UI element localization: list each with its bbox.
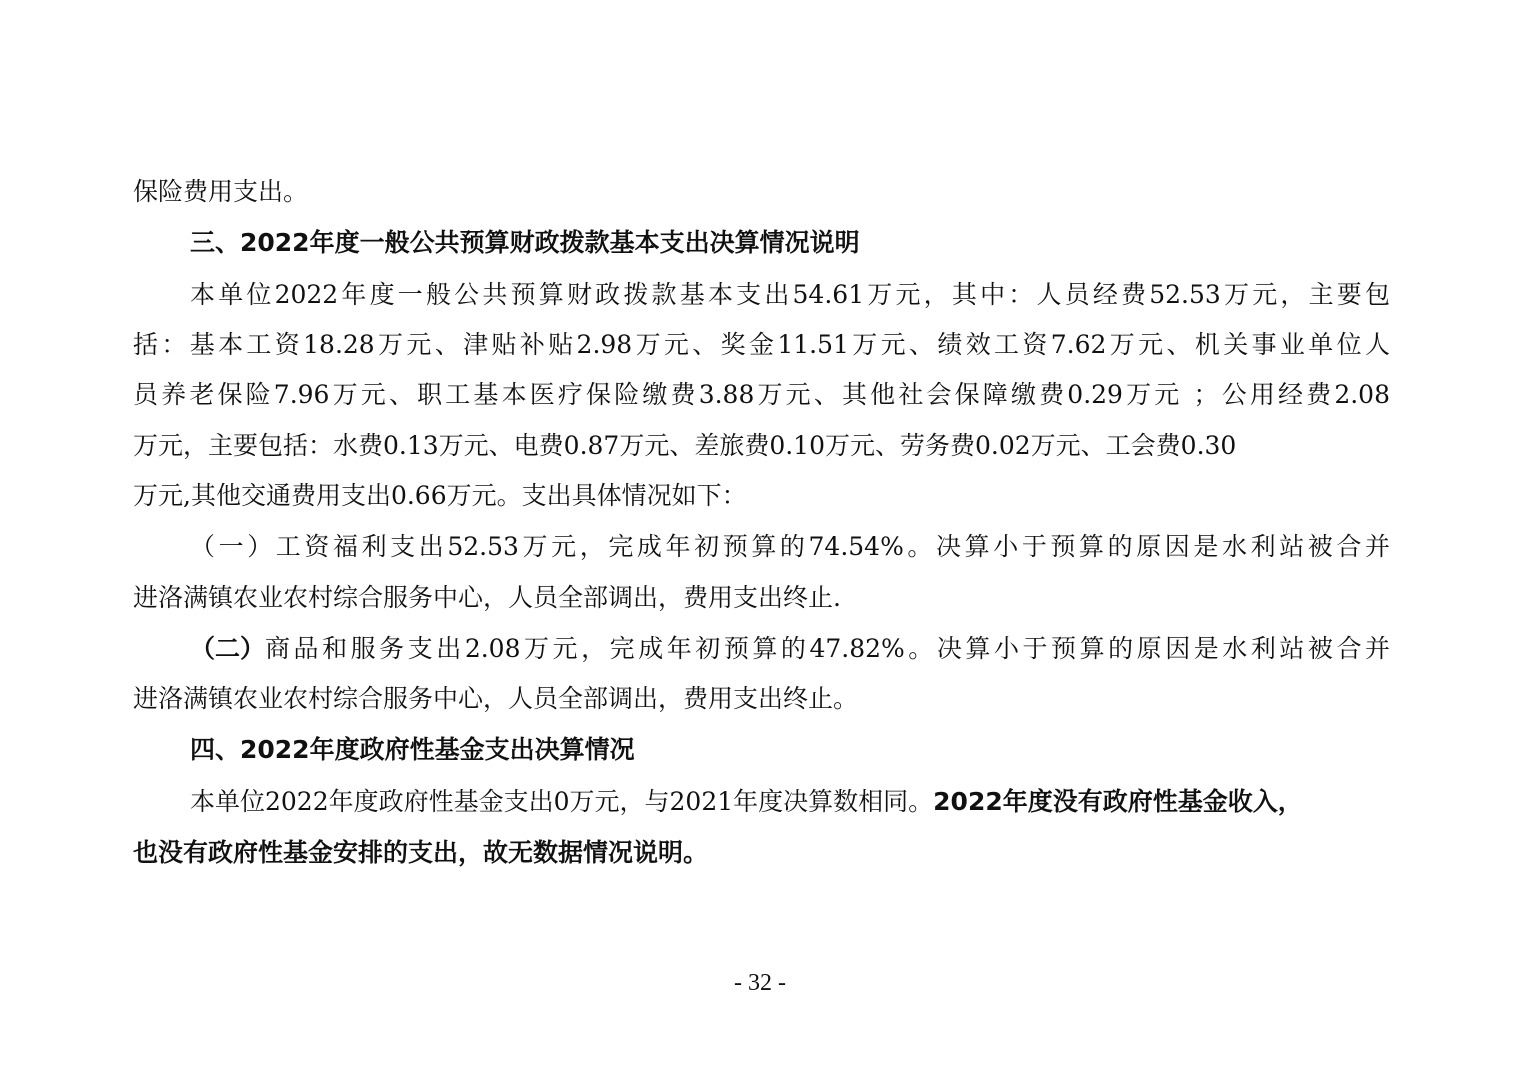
paragraph-line bbox=[190, 785, 1390, 819]
page-number: - 32 - bbox=[734, 970, 786, 996]
section-heading-3: 三、2022年度一般公共预算财政拨款基本支出决算情况说明 bbox=[190, 228, 860, 257]
subsection-2-label: （二） bbox=[190, 634, 266, 663]
section-heading-4: 四、2022年度政府性基金支出决算情况 bbox=[190, 735, 635, 764]
subsection-1-line: 进洛满镇农业农村综合服务中心，人员全部调出，费用支出终止. bbox=[133, 583, 841, 612]
paragraph-bold-text: 2022年度没有政府性基金收入， bbox=[933, 787, 1303, 816]
paragraph-continuation: 保险费用支出。 bbox=[133, 177, 309, 206]
paragraph-line: 万元,其他交通费用支出0.66万元。支出具体情况如下： bbox=[133, 481, 747, 510]
paragraph-line: 括：基本工资18.28万元、津贴补贴2.98万元、奖金11.51万元、绩效工资7.62万元、机关事业单位人 bbox=[133, 330, 1390, 359]
paragraph-line: 本单位2022年度一般公共预算财政拨款基本支出54.61万元，其中：人员经费52.53万元，主要包 bbox=[190, 280, 1390, 309]
subsection-1-line: （一）工资福利支出52.53万元，完成年初预算的74.54%。决算小于预算的原因是水利站被合并 bbox=[190, 532, 1390, 561]
subsection-2-line: 进洛满镇农业农村综合服务中心，人员全部调出，费用支出终止。 bbox=[133, 684, 859, 713]
paragraph-text: 本单位2022年度政府性基金支出0万元，与2021年度决算数相同。 bbox=[190, 787, 934, 816]
subsection-2-line bbox=[190, 632, 1390, 666]
paragraph-line: 万元，主要包括：水费0.13万元、电费0.87万元、差旅费0.10万元、劳务费0.02万元、工会费0.30 bbox=[133, 431, 1237, 460]
paragraph-bold-line: 也没有政府性基金安排的支出，故无数据情况说明。 bbox=[133, 838, 709, 867]
paragraph-line: 员养老保险7.96万元、职工基本医疗保险缴费3.88万元、其他社会保障缴费0.29万元 ；公用经费2.08 bbox=[133, 380, 1390, 409]
subsection-2-text: 商品和服务支出2.08万元，完成年初预算的47.82%。决算小于预算的原因是水利站被合并 bbox=[265, 634, 1390, 663]
